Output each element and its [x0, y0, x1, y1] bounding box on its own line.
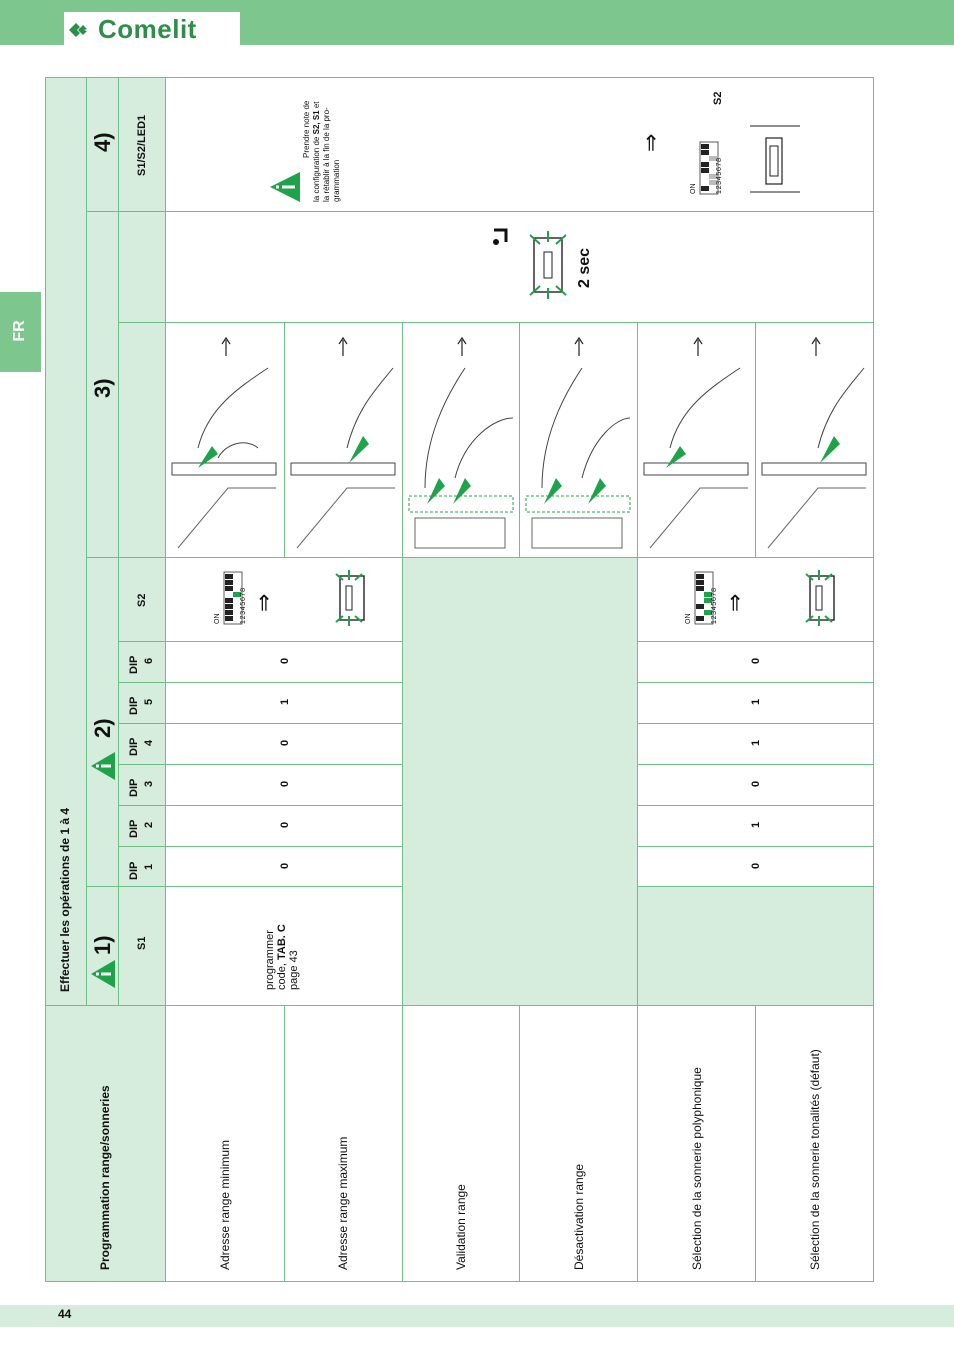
col-header-dip3-num: 3 [143, 780, 155, 787]
note4-line2: la configuration de S2, S1 et [312, 101, 321, 202]
merged-empty-block [402, 557, 637, 1005]
arrow-icon: ⇒ [638, 133, 663, 152]
led-blink-icon [330, 568, 372, 628]
language-tab-label: FR [11, 320, 28, 342]
dip-value: 0 [750, 862, 762, 869]
step-4-label: 4) [90, 132, 115, 152]
col-header-s1: S1 [136, 936, 148, 950]
hand-press-button-illustration [640, 328, 752, 554]
dip-value: 0 [279, 862, 291, 869]
col-header-dip3-prefix: DIP [128, 778, 140, 797]
hand-press-button-illustration [758, 328, 870, 554]
music-note-icon [490, 226, 514, 248]
col-header-dip6-num: 6 [143, 657, 155, 664]
col-header-dip4-prefix: DIP [128, 737, 140, 756]
program-note-line1: programmer [264, 930, 276, 990]
led-blink-icon [524, 230, 572, 300]
footer-bar [0, 1305, 954, 1327]
step-1-label: 1) [90, 935, 115, 955]
dip-value: 1 [750, 821, 762, 828]
col-header-dip1-num: 1 [143, 863, 155, 870]
warning-icon [89, 750, 117, 782]
col-header-s2: S2 [136, 593, 148, 607]
s2-label: S2 [712, 91, 724, 105]
switch-on-label: ON [690, 183, 697, 194]
timer-label: 2 sec [576, 247, 593, 288]
col-header-dip2-prefix: DIP [128, 819, 140, 838]
brand-logo-text: Comelit [98, 14, 197, 44]
note4-line4: grammation [332, 159, 341, 202]
hand-press-button-illustration [168, 328, 280, 554]
row-label-4: Désactivation range [572, 1163, 586, 1270]
col-header-dip4-num: 4 [143, 739, 155, 746]
header-title: Effectuer les opérations de 1 à 4 [58, 807, 72, 992]
switch-on-label: ON [214, 613, 221, 624]
col-header-dip2-num: 2 [143, 821, 155, 828]
note4-line1: Prendre note de [302, 100, 311, 158]
hand-press-two-buttons-illustration [522, 328, 634, 554]
row-label-6: Sélection de la sonnerie tonalités (défaut) [808, 1049, 822, 1270]
row-label-1: Adresse range minimum [218, 1139, 232, 1270]
dip-value: 0 [750, 780, 762, 787]
program-note-line2: code, TAB. C [276, 924, 288, 990]
dip-value: 0 [279, 657, 291, 664]
step-3-label: 3) [90, 378, 115, 398]
header-band-vertical [46, 78, 119, 1005]
note4-line3: la rétablir à la fin de la pro- [322, 107, 331, 202]
row-label-5: Sélection de la sonnerie polyphonique [690, 1067, 704, 1270]
col-header-dip5-prefix: DIP [128, 696, 140, 715]
row-label-2: Adresse range maximum [336, 1136, 350, 1270]
dip-value: 1 [279, 698, 291, 705]
col-header-dip6-prefix: DIP [128, 655, 140, 674]
col-header-s1-s2-led1: S1/S2/LED1 [136, 114, 148, 176]
dip-value: 1 [750, 739, 762, 746]
arrow-icon: ⇒ [251, 593, 276, 612]
dip-value: 0 [279, 821, 291, 828]
arrow-icon: ⇒ [722, 593, 747, 612]
dip-value: 1 [750, 698, 762, 705]
led-device-icon [748, 124, 802, 194]
dip-value: 0 [279, 739, 291, 746]
step-2-label: 2) [90, 718, 115, 738]
merged-empty-strip [637, 886, 873, 1005]
left-title: Programmation range/sonneries [98, 1085, 112, 1270]
hand-press-button-illustration [287, 328, 399, 554]
switch-numbers: 12345678 [711, 587, 718, 624]
hand-press-two-buttons-illustration [405, 328, 517, 554]
warning-icon [268, 170, 302, 204]
program-note-line3: page 43 [288, 950, 300, 990]
dip-value: 0 [750, 657, 762, 664]
switch-on-label: ON [685, 613, 692, 624]
col-header-dip5-num: 5 [143, 698, 155, 705]
comelit-logo-icon [69, 19, 95, 41]
row-label-3: Validation range [454, 1184, 468, 1270]
switch-numbers: 12345678 [240, 587, 247, 624]
switch-numbers: 12345678 [716, 157, 723, 194]
dip-value: 0 [279, 780, 291, 787]
page-number: 44 [58, 1307, 72, 1321]
led-blink-icon [800, 568, 842, 628]
warning-icon [89, 958, 117, 990]
col-header-dip1-prefix: DIP [128, 861, 140, 880]
